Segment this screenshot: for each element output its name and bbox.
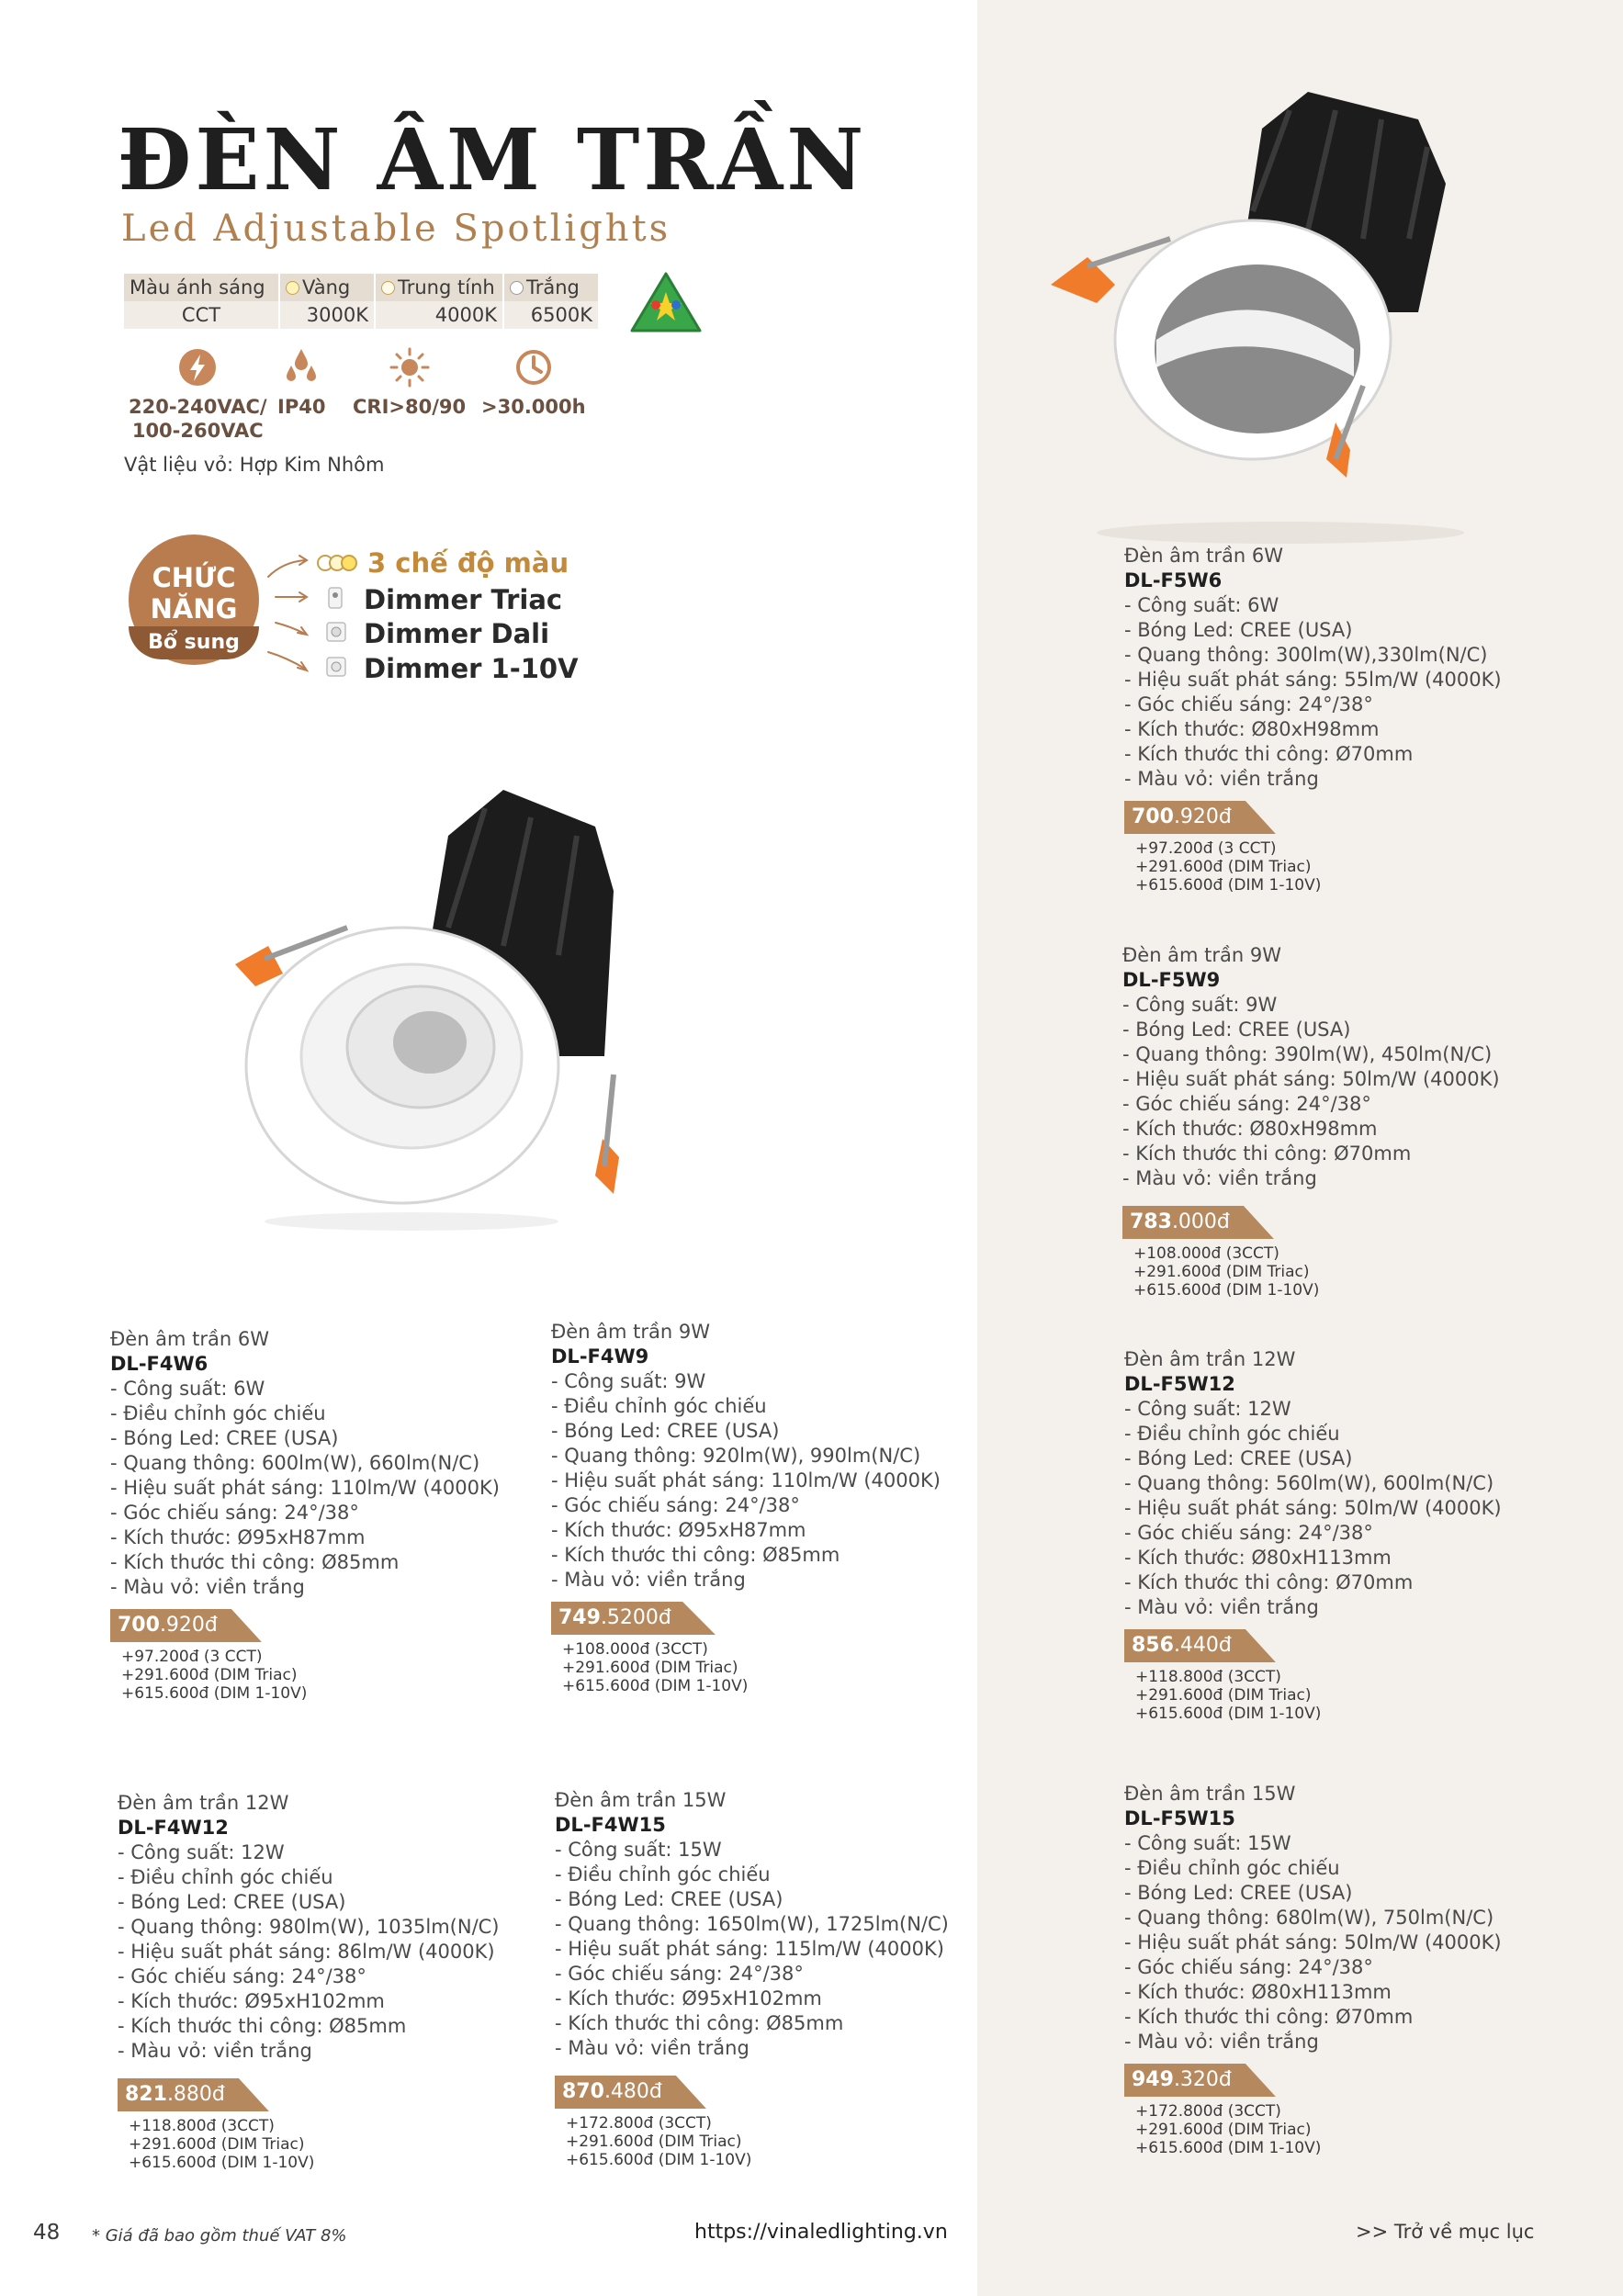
spec-line: - Bóng Led: CREE (USA) bbox=[551, 1420, 780, 1442]
spec-line: - Kích thước: Ø80xH113mm bbox=[1124, 1981, 1392, 2003]
spotlight-f5-image bbox=[1032, 73, 1528, 551]
spec-line: - Bóng Led: CREE (USA) bbox=[555, 1888, 783, 1910]
lifetime-rating: >30.000h bbox=[481, 396, 586, 418]
spec-line: - Kích thước thi công: Ø70mm bbox=[1122, 1142, 1412, 1165]
addon-line: +172.800đ (3CCT) bbox=[1135, 2102, 1281, 2121]
price-addons bbox=[118, 2117, 500, 2172]
addon-line: +615.600đ (DIM 1-10V) bbox=[566, 2151, 752, 2169]
price-main: 821 bbox=[125, 2083, 167, 2106]
addon-line: +108.000đ (3CCT) bbox=[1133, 1244, 1279, 1263]
product-code: DL-F4W15 bbox=[555, 1814, 666, 1836]
price-tag bbox=[555, 2076, 706, 2109]
dimmer-1-10v-icon bbox=[325, 656, 347, 678]
product-card bbox=[1122, 943, 1500, 1300]
voltage-line-2: 100-260VAC bbox=[131, 420, 264, 442]
addon-line: +291.600đ (DIM Triac) bbox=[566, 2133, 742, 2151]
spec-line: - Màu vỏ: viền trắng bbox=[118, 2040, 312, 2062]
product-card bbox=[1124, 1347, 1502, 1723]
spec-line: - Quang thông: 980lm(W), 1035lm(N/C) bbox=[118, 1916, 500, 1938]
price-tag bbox=[1122, 1206, 1274, 1239]
badge-line-1: CHỨC bbox=[152, 562, 236, 593]
page-title: ĐÈN ÂM TRẦN bbox=[118, 110, 868, 209]
spec-line: - Bóng Led: CREE (USA) bbox=[1122, 1019, 1351, 1041]
price-rest: .880đ bbox=[166, 2083, 225, 2106]
spec-line: - Điều chỉnh góc chiếu bbox=[118, 1866, 333, 1888]
neutral-dot-icon bbox=[381, 281, 395, 295]
product-card bbox=[551, 1320, 941, 1695]
spec-line: - Hiệu suất phát sáng: 110lm/W (4000K) bbox=[551, 1469, 941, 1491]
price-tag bbox=[1124, 2064, 1276, 2097]
spec-line: - Quang thông: 680lm(W), 750lm(N/C) bbox=[1124, 1907, 1494, 1929]
addon-line: +291.600đ (DIM Triac) bbox=[1135, 2121, 1312, 2139]
spec-line: - Công suất: 9W bbox=[1122, 994, 1278, 1016]
function-dimmer-1-10v: Dimmer 1-10V bbox=[364, 653, 579, 684]
spec-line: - Quang thông: 600lm(W), 660lm(N/C) bbox=[110, 1452, 480, 1474]
page-subtitle: Led Adjustable Spotlights bbox=[121, 208, 671, 250]
addon-line: +291.600đ (DIM Triac) bbox=[562, 1659, 738, 1677]
spec-line: - Kích thước: Ø80xH98mm bbox=[1122, 1118, 1378, 1140]
price-main: 870 bbox=[562, 2080, 604, 2103]
price-tag bbox=[118, 2078, 269, 2111]
product-code: DL-F5W12 bbox=[1124, 1373, 1235, 1395]
spec-line: - Kích thước: Ø80xH98mm bbox=[1124, 718, 1380, 740]
clock-icon bbox=[513, 347, 554, 388]
cri-spec bbox=[353, 347, 466, 419]
price-rest: .440đ bbox=[1173, 1634, 1232, 1657]
product-code: DL-F4W12 bbox=[118, 1817, 229, 1839]
product-card bbox=[110, 1327, 500, 1703]
addon-line: +291.600đ (DIM Triac) bbox=[129, 2135, 305, 2154]
badge-line-3: Bổ sung bbox=[129, 626, 259, 659]
cct-neutral-value: 4000K bbox=[375, 301, 503, 329]
product-code: DL-F4W9 bbox=[551, 1345, 649, 1367]
spec-line: - Điều chỉnh góc chiếu bbox=[1124, 1857, 1340, 1879]
spec-line: - Góc chiếu sáng: 24°/38° bbox=[551, 1494, 800, 1516]
spec-line: - Kích thước: Ø95xH87mm bbox=[110, 1526, 366, 1548]
dimmer-triac-icon bbox=[327, 586, 344, 610]
white-dot-icon bbox=[510, 281, 524, 295]
spec-line: - Quang thông: 560lm(W), 600lm(N/C) bbox=[1124, 1472, 1494, 1494]
addon-line: +97.200đ (3 CCT) bbox=[121, 1648, 263, 1666]
certification-logo bbox=[630, 272, 702, 332]
product-code: DL-F5W6 bbox=[1124, 569, 1223, 591]
spec-line: - Công suất: 12W bbox=[118, 1841, 285, 1863]
spec-line: - Bóng Led: CREE (USA) bbox=[1124, 1447, 1353, 1469]
product-code: DL-F4W6 bbox=[110, 1353, 209, 1375]
product-code: DL-F5W9 bbox=[1122, 969, 1221, 991]
spec-line: - Điều chỉnh góc chiếu bbox=[1124, 1423, 1340, 1445]
price-addons bbox=[1122, 1244, 1500, 1300]
addon-line: +615.600đ (DIM 1-10V) bbox=[1135, 2139, 1322, 2157]
vat-note: * Giá đã bao gồm thuế VAT 8% bbox=[92, 2226, 347, 2245]
function-badge bbox=[129, 535, 259, 665]
spec-line: - Bóng Led: CREE (USA) bbox=[1124, 1882, 1353, 1904]
product-card bbox=[1124, 1782, 1502, 2157]
price-rest: .480đ bbox=[603, 2080, 662, 2103]
voltage-spec bbox=[129, 347, 267, 443]
spec-line: - Màu vỏ: viền trắng bbox=[1124, 1596, 1319, 1618]
spec-line: - Bóng Led: CREE (USA) bbox=[118, 1891, 346, 1913]
spec-line: - Kích thước thi công: Ø85mm bbox=[118, 2015, 407, 2037]
spec-line: - Kích thước thi công: Ø85mm bbox=[555, 2012, 844, 2034]
price-addons bbox=[110, 1648, 500, 1703]
spec-line: - Kích thước: Ø95xH102mm bbox=[555, 1987, 822, 2009]
function-dimmer-dali: Dimmer Dali bbox=[364, 618, 550, 649]
price-main: 700 bbox=[1132, 805, 1174, 828]
spec-line: - Công suất: 15W bbox=[555, 1839, 722, 1861]
price-rest: .320đ bbox=[1173, 2068, 1232, 2091]
spec-line: - Kích thước thi công: Ø70mm bbox=[1124, 1571, 1414, 1593]
product-card bbox=[1124, 544, 1502, 895]
addon-line: +118.800đ (3CCT) bbox=[1135, 1668, 1281, 1686]
addon-line: +291.600đ (DIM Triac) bbox=[1135, 1686, 1312, 1705]
spec-line: - Màu vỏ: viền trắng bbox=[1122, 1167, 1317, 1189]
price-rest: .920đ bbox=[159, 1614, 218, 1637]
price-main: 949 bbox=[1132, 2068, 1174, 2091]
price-main: 700 bbox=[118, 1614, 160, 1637]
product-card bbox=[555, 1788, 949, 2169]
spec-line: - Quang thông: 1650lm(W), 1725lm(N/C) bbox=[555, 1913, 949, 1935]
spec-line: - Màu vỏ: viền trắng bbox=[555, 2037, 750, 2059]
spec-line: - Góc chiếu sáng: 24°/38° bbox=[1122, 1093, 1371, 1115]
material-note: Vật liệu vỏ: Hợp Kim Nhôm bbox=[124, 454, 385, 476]
addon-line: +615.600đ (DIM 1-10V) bbox=[562, 1677, 749, 1695]
spec-line: - Góc chiếu sáng: 24°/38° bbox=[555, 1963, 804, 1985]
addon-line: +615.600đ (DIM 1-10V) bbox=[121, 1684, 308, 1703]
addon-line: +172.800đ (3CCT) bbox=[566, 2114, 712, 2133]
cct-warm-value: 3000K bbox=[279, 301, 375, 329]
lifetime-spec bbox=[481, 347, 586, 419]
product-name: Đèn âm trần 9W bbox=[551, 1321, 711, 1343]
spec-line: - Điều chỉnh góc chiếu bbox=[555, 1863, 771, 1885]
spec-line: - Màu vỏ: viền trắng bbox=[551, 1569, 746, 1591]
price-addons bbox=[555, 2114, 949, 2169]
spec-line: - Góc chiếu sáng: 24°/38° bbox=[110, 1502, 359, 1524]
color-mode-icon bbox=[316, 553, 358, 573]
price-addons bbox=[1124, 1668, 1502, 1723]
spec-line: - Điều chỉnh góc chiếu bbox=[551, 1395, 767, 1417]
cct-table bbox=[124, 274, 598, 329]
addon-line: +291.600đ (DIM Triac) bbox=[1133, 1263, 1310, 1281]
function-color-modes: 3 chế độ màu bbox=[367, 547, 569, 579]
price-tag bbox=[110, 1609, 262, 1642]
function-dimmer-triac: Dimmer Triac bbox=[364, 584, 563, 615]
product-name: Đèn âm trần 6W bbox=[110, 1328, 270, 1350]
spec-line: - Góc chiếu sáng: 24°/38° bbox=[1124, 1522, 1373, 1544]
price-rest: .920đ bbox=[1173, 805, 1232, 828]
addon-line: +615.600đ (DIM 1-10V) bbox=[1135, 1705, 1322, 1723]
lightning-icon bbox=[177, 347, 218, 388]
product-name: Đèn âm trần 12W bbox=[1124, 1348, 1296, 1370]
spec-line: - Hiệu suất phát sáng: 50lm/W (4000K) bbox=[1124, 1497, 1502, 1519]
spec-line: - Kích thước thi công: Ø85mm bbox=[110, 1551, 400, 1573]
spec-line: - Góc chiếu sáng: 24°/38° bbox=[1124, 1956, 1373, 1978]
spec-line: - Hiệu suất phát sáng: 50lm/W (4000K) bbox=[1122, 1068, 1500, 1090]
page-number: 48 bbox=[33, 2221, 61, 2245]
spec-line: - Hiệu suất phát sáng: 110lm/W (4000K) bbox=[110, 1477, 500, 1499]
spec-line: - Công suất: 15W bbox=[1124, 1832, 1291, 1854]
price-tag bbox=[1124, 1629, 1276, 1662]
spec-line: - Hiệu suất phát sáng: 115lm/W (4000K) bbox=[555, 1938, 944, 1960]
back-to-contents-link[interactable]: >> Trở về mục lục bbox=[1356, 2221, 1535, 2243]
addon-line: +108.000đ (3CCT) bbox=[562, 1640, 708, 1659]
spec-line: - Bóng Led: CREE (USA) bbox=[110, 1427, 339, 1449]
spec-line: - Màu vỏ: viền trắng bbox=[1124, 2031, 1319, 2053]
price-main: 749 bbox=[558, 1606, 601, 1629]
spec-line: - Hiệu suất phát sáng: 86lm/W (4000K) bbox=[118, 1941, 495, 1963]
spec-line: - Kích thước thi công: Ø85mm bbox=[551, 1544, 840, 1566]
spec-line: - Công suất: 12W bbox=[1124, 1398, 1291, 1420]
badge-line-2: NĂNG bbox=[150, 593, 238, 625]
price-addons bbox=[1124, 2102, 1502, 2157]
spec-line: - Công suất: 6W bbox=[110, 1378, 265, 1400]
cct-white-value: 6500K bbox=[503, 301, 598, 329]
product-name: Đèn âm trần 12W bbox=[118, 1792, 289, 1814]
price-rest: .000đ bbox=[1171, 1210, 1230, 1233]
price-addons bbox=[1124, 839, 1502, 895]
cct-label: Màu ánh sáng bbox=[124, 274, 279, 301]
addon-line: +97.200đ (3 CCT) bbox=[1135, 839, 1277, 858]
addon-line: +615.600đ (DIM 1-10V) bbox=[1133, 1281, 1320, 1300]
cct-white-label: Trắng bbox=[526, 276, 580, 298]
spec-line: - Màu vỏ: viền trắng bbox=[110, 1576, 305, 1598]
price-tag bbox=[551, 1602, 716, 1635]
spec-line: - Kích thước: Ø95xH87mm bbox=[551, 1519, 806, 1541]
product-code: DL-F5W15 bbox=[1124, 1807, 1235, 1829]
product-card bbox=[118, 1791, 500, 2172]
price-rest: .5200đ bbox=[600, 1606, 671, 1629]
addon-line: +615.600đ (DIM 1-10V) bbox=[129, 2154, 315, 2172]
price-tag bbox=[1124, 801, 1276, 834]
addon-line: +615.600đ (DIM 1-10V) bbox=[1135, 876, 1322, 895]
spec-line: - Kích thước: Ø80xH113mm bbox=[1124, 1547, 1392, 1569]
spotlight-f4-image bbox=[228, 781, 659, 1240]
spec-line: - Kích thước: Ø95xH102mm bbox=[118, 1990, 385, 2012]
spec-line: - Quang thông: 300lm(W),330lm(N/C) bbox=[1124, 644, 1488, 666]
yellow-dot-icon bbox=[286, 281, 299, 295]
price-main: 783 bbox=[1130, 1210, 1172, 1233]
spec-line: - Công suất: 9W bbox=[551, 1370, 706, 1392]
spec-line: - Màu vỏ: viền trắng bbox=[1124, 768, 1319, 790]
product-name: Đèn âm trần 15W bbox=[555, 1789, 727, 1811]
arrow-icon bbox=[265, 546, 320, 683]
sun-icon bbox=[388, 347, 432, 388]
spec-line: - Điều chỉnh góc chiếu bbox=[110, 1402, 326, 1424]
cct-warm-label: Vàng bbox=[302, 276, 351, 298]
spec-line: - Quang thông: 390lm(W), 450lm(N/C) bbox=[1122, 1043, 1493, 1065]
spec-line: - Hiệu suất phát sáng: 50lm/W (4000K) bbox=[1124, 1931, 1502, 1953]
spec-line: - Công suất: 6W bbox=[1124, 594, 1279, 616]
ip-rating: IP40 bbox=[277, 396, 326, 418]
spec-line: - Kích thước thi công: Ø70mm bbox=[1124, 743, 1414, 765]
price-addons bbox=[551, 1640, 941, 1695]
spec-line: - Bóng Led: CREE (USA) bbox=[1124, 619, 1353, 641]
spec-line: - Góc chiếu sáng: 24°/38° bbox=[118, 1965, 366, 1987]
spec-line: - Hiệu suất phát sáng: 55lm/W (4000K) bbox=[1124, 669, 1502, 691]
website-link[interactable]: https://vinaledlighting.vn bbox=[694, 2221, 948, 2244]
addon-line: +291.600đ (DIM Triac) bbox=[121, 1666, 298, 1684]
water-drops-icon bbox=[281, 347, 321, 388]
product-name: Đèn âm trần 6W bbox=[1124, 545, 1284, 567]
product-name: Đèn âm trần 9W bbox=[1122, 944, 1282, 966]
ip-spec bbox=[277, 347, 325, 419]
cct-neutral-label: Trung tính bbox=[398, 276, 495, 298]
cri-rating: CRI>80/90 bbox=[353, 396, 467, 418]
cct-row-label: CCT bbox=[124, 301, 279, 329]
addon-line: +118.800đ (3CCT) bbox=[129, 2117, 275, 2135]
price-main: 856 bbox=[1132, 1634, 1174, 1657]
spec-line: - Quang thông: 920lm(W), 990lm(N/C) bbox=[551, 1445, 921, 1467]
dimmer-dali-icon bbox=[325, 621, 347, 643]
spec-line: - Kích thước thi công: Ø70mm bbox=[1124, 2006, 1414, 2028]
spec-line: - Góc chiếu sáng: 24°/38° bbox=[1124, 693, 1373, 715]
voltage-line-1: 220-240VAC/ bbox=[129, 396, 267, 418]
product-name: Đèn âm trần 15W bbox=[1124, 1783, 1296, 1805]
addon-line: +291.600đ (DIM Triac) bbox=[1135, 858, 1312, 876]
